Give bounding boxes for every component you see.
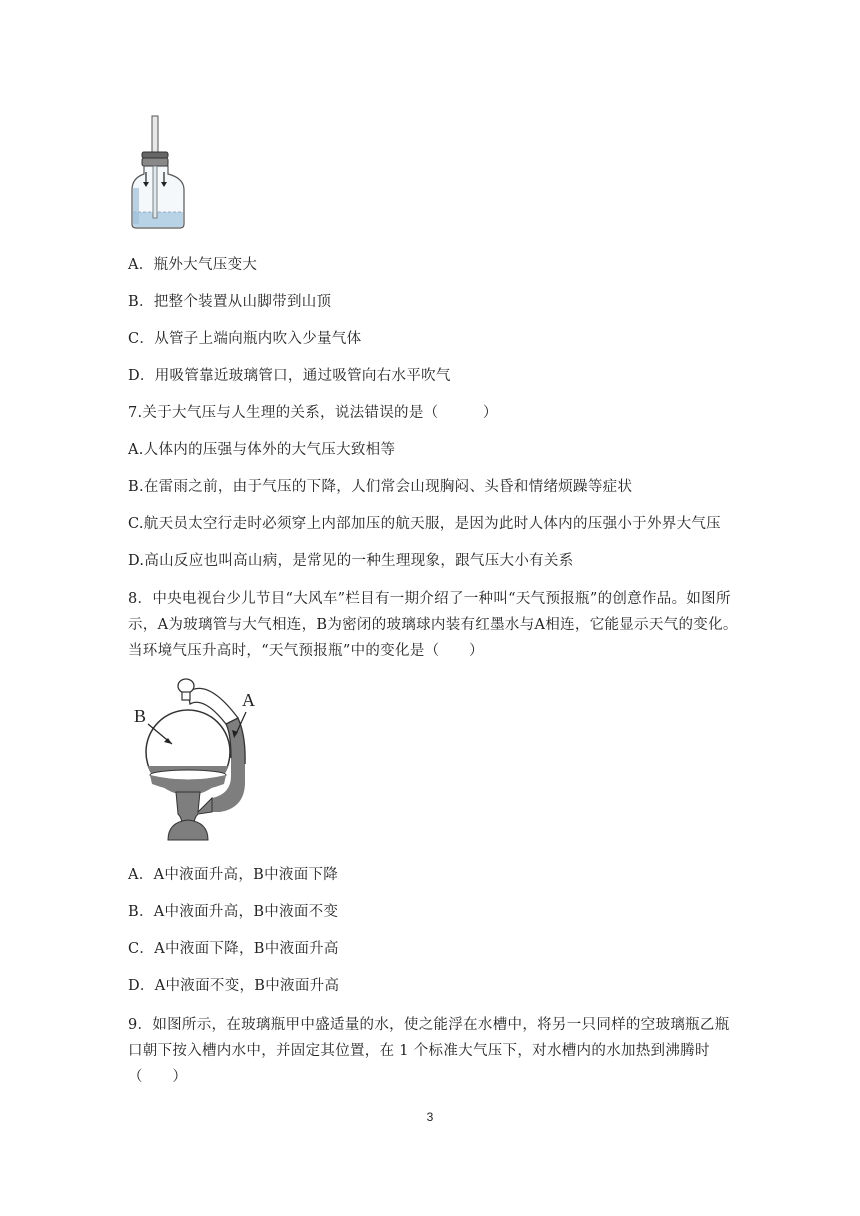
q6-option-a: A．瓶外大气压变大 bbox=[128, 257, 258, 273]
q7-option-b: B.在雷雨之前，由于气压的下降，人们常会山现胸闷、头昏和情绪烦躁等症状 bbox=[128, 479, 633, 495]
q7-option-c: C.航天员太空行走时必须穿上内部加压的航天服，是因为此时人体内的压强小于外界大气压 bbox=[128, 516, 721, 532]
q7-option-a: A.人体内的压强与体外的大气压大致相等 bbox=[128, 442, 396, 458]
q6-option-c: C．从管子上端向瓶内吹入少量气体 bbox=[128, 331, 362, 347]
weather-bottle-figure bbox=[128, 672, 288, 842]
figure-label-a: A bbox=[242, 690, 255, 710]
q6-option-b: B．把整个装置从山脚带到山顶 bbox=[128, 294, 332, 310]
q8-option-d: D．A中液面不变，B中液面升高 bbox=[128, 978, 340, 994]
q6-option-d: D．用吸管靠近玻璃管口，通过吸管向右水平吹气 bbox=[128, 368, 451, 384]
q8-stem: 8．中央电视台少儿节目“大风车”栏目有一期介绍了一种叫“天气预报瓶”的创意作品。如图所示，A为玻璃管与大气相连，B为密闭的玻璃球内装有红墨水与A相连，它能显示天气的变化。当环境气压升高时，“天气预报瓶”中的变化是（ ） bbox=[128, 591, 738, 659]
q8-option-a: A．A中液面升高，B中液面下降 bbox=[128, 867, 339, 883]
figure-label-b: B bbox=[134, 706, 147, 726]
q8-option-c: C．A中液面下降，B中液面升高 bbox=[128, 941, 339, 957]
page-number: 3 bbox=[426, 1110, 434, 1124]
q9-stem: 9．如图所示，在玻璃瓶甲中盛适量的水，使之能浮在水槽中，将另一只同样的空玻璃瓶乙瓶口朝下按入槽内水中，并固定其位置，在 1 个标准大气压下，对水槽内的水加热到沸腾时（ ） bbox=[128, 1017, 730, 1085]
q7-option-d: D.高山反应也叫高山病，是常见的一种生理现象，跟气压大小有关系 bbox=[128, 553, 574, 569]
q8-option-b: B．A中液面升高，B中液面不变 bbox=[128, 904, 339, 920]
q7-stem: 7.关于大气压与人生理的关系，说法错误的是（ ） bbox=[128, 405, 498, 421]
bottle-tube-figure bbox=[128, 112, 198, 232]
